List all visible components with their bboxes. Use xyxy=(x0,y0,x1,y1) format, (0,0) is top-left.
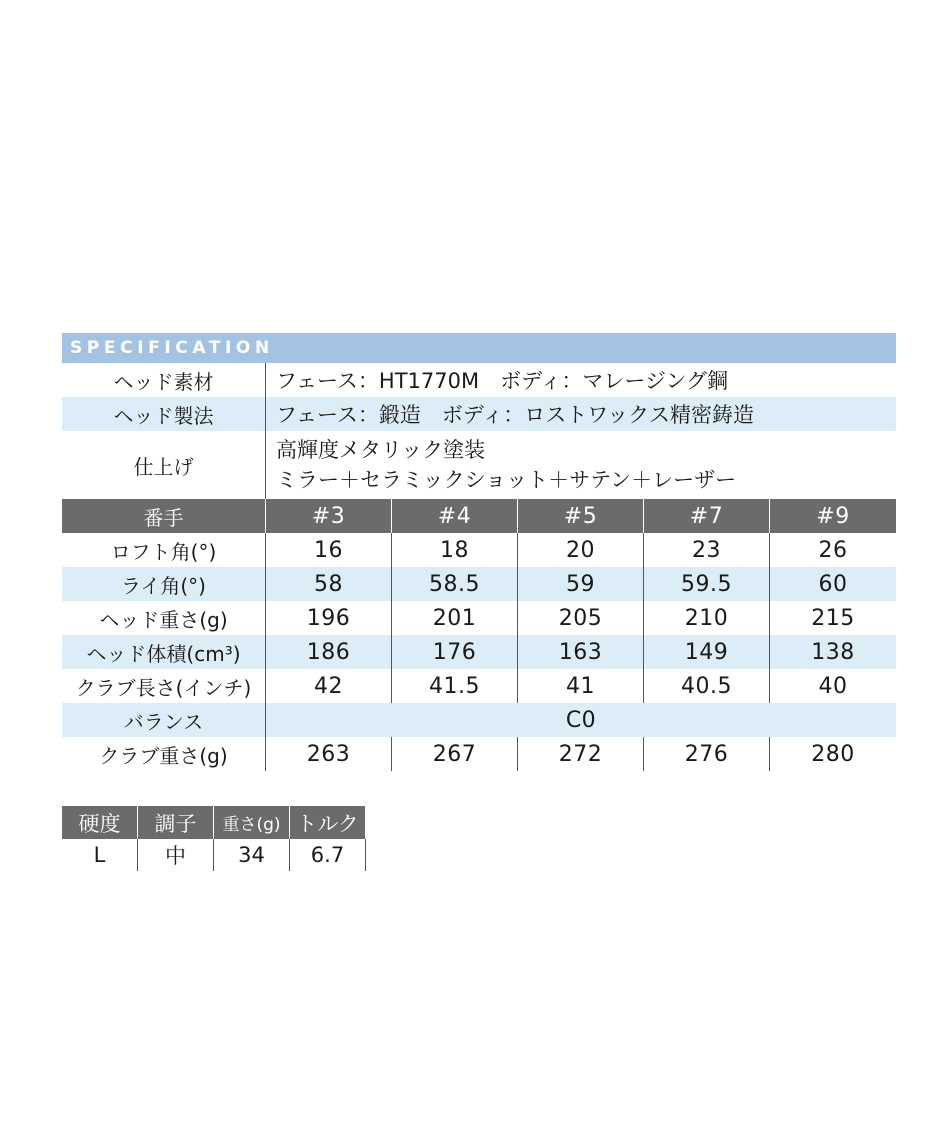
value-cell: 42 xyxy=(266,669,392,703)
row-value: C0 xyxy=(565,707,597,733)
shaft-header-cell: 調子 xyxy=(138,806,214,839)
value-cell: 16 xyxy=(266,533,392,567)
head-material-row xyxy=(62,363,896,397)
number-cell: #9 xyxy=(816,503,850,529)
value-cell: 41 xyxy=(518,669,644,703)
shaft-value-cell: 34 xyxy=(214,839,290,871)
value-cell: 59 xyxy=(518,567,644,601)
row-label: 仕上げ xyxy=(62,431,266,499)
value-cell: 196 xyxy=(266,601,392,635)
value-cell: 163 xyxy=(518,635,644,669)
lie-row xyxy=(62,567,896,601)
value-cell: 40.5 xyxy=(644,669,770,703)
row-label: クラブ長さ(インチ) xyxy=(62,669,266,703)
head-method-row xyxy=(62,397,896,431)
value-cell: 59.5 xyxy=(644,567,770,601)
row-label: ヘッド重さ(g) xyxy=(62,601,266,635)
value-cell: 263 xyxy=(266,737,392,771)
row-value: フェース：HT1770M ボディ：マレージング鋼 xyxy=(276,369,729,393)
row-label: ヘッド製法 xyxy=(62,397,266,431)
value-cell: 58 xyxy=(266,567,392,601)
value-cell: 41.5 xyxy=(392,669,518,703)
row-label: ヘッド体積(cm³) xyxy=(62,635,266,669)
shaft-header-cell: 硬度 xyxy=(62,806,138,839)
value-cell: 138 xyxy=(811,639,855,665)
row-label: バランス xyxy=(62,703,266,737)
club-weight-row xyxy=(62,737,896,771)
shaft-value-cell: 中 xyxy=(138,839,214,871)
value-cell: 40 xyxy=(818,673,848,699)
value-cell: 210 xyxy=(644,601,770,635)
value-cell: 272 xyxy=(518,737,644,771)
shaft-value-cell: 6.7 xyxy=(290,839,366,871)
number-cell: #5 xyxy=(518,499,644,533)
value-cell: 58.5 xyxy=(392,567,518,601)
shaft-value-row xyxy=(62,839,366,871)
shaft-header-row xyxy=(62,806,366,839)
value-cell: 149 xyxy=(644,635,770,669)
value-cell: 267 xyxy=(392,737,518,771)
value-cell: 60 xyxy=(818,571,848,597)
value-cell: 276 xyxy=(644,737,770,771)
value-cell: 201 xyxy=(392,601,518,635)
finish-line-1: 高輝度メタリック塗装 xyxy=(276,438,486,462)
club-length-row xyxy=(62,669,896,703)
value-cell: 176 xyxy=(392,635,518,669)
row-label: クラブ重さ(g) xyxy=(62,737,266,771)
shaft-table xyxy=(62,806,366,871)
head-weight-row xyxy=(62,601,896,635)
value-cell: 18 xyxy=(392,533,518,567)
value-cell: 186 xyxy=(266,635,392,669)
shaft-header-cell: 重さ(g) xyxy=(214,806,290,839)
shaft-header-cell: トルク xyxy=(290,806,366,839)
value-cell: 23 xyxy=(644,533,770,567)
specification-header: SPECIFICATION xyxy=(62,333,896,363)
number-header-row xyxy=(62,499,896,533)
value-cell: 280 xyxy=(811,741,855,767)
row-value xyxy=(266,431,896,499)
number-cell: #4 xyxy=(392,499,518,533)
head-volume-row xyxy=(62,635,896,669)
value-cell: 205 xyxy=(518,601,644,635)
balance-row xyxy=(62,703,896,737)
row-label: ヘッド素材 xyxy=(62,363,266,397)
shaft-value-cell: L xyxy=(62,839,138,871)
row-label: ロフト角(°) xyxy=(62,533,266,567)
row-value: フェース：鍛造 ボディ：ロストワックス精密鋳造 xyxy=(276,403,754,427)
value-cell: 26 xyxy=(818,537,848,563)
finish-line-2: ミラー＋セラミックショット＋サテン＋レーザー xyxy=(276,468,737,492)
number-cell: #3 xyxy=(266,499,392,533)
value-cell: 215 xyxy=(811,605,855,631)
row-label: 番手 xyxy=(62,499,266,533)
loft-row xyxy=(62,533,896,567)
finish-row xyxy=(62,431,896,499)
specification-table xyxy=(62,333,896,771)
value-cell: 20 xyxy=(518,533,644,567)
number-cell: #7 xyxy=(644,499,770,533)
row-label: ライ角(°) xyxy=(62,567,266,601)
